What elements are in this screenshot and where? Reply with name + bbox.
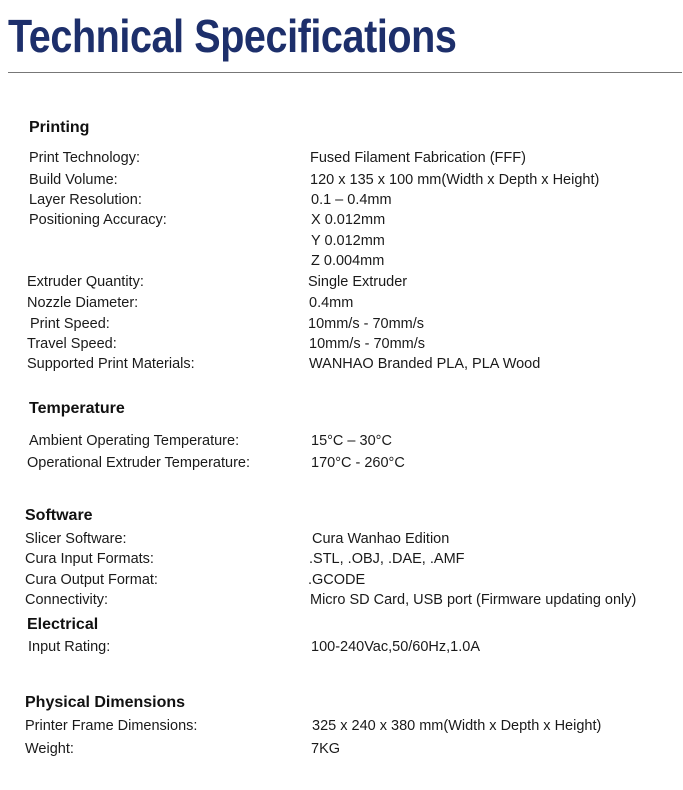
- spec-value: 100-240Vac,50/60Hz,1.0A: [311, 639, 481, 655]
- spec-value-z: Z 0.004mm: [311, 253, 385, 269]
- spec-value: 7KG: [311, 741, 341, 757]
- section-heading-physical-dimensions: Physical Dimensions: [25, 694, 186, 711]
- spec-label: Positioning Accuracy:: [29, 212, 167, 228]
- section-heading-printing: Printing: [29, 119, 90, 136]
- spec-row-output-format: [0, 570, 683, 590]
- spec-value: 10mm/s - 70mm/s: [309, 336, 426, 352]
- spec-row-print-technology: [0, 148, 683, 168]
- spec-row-travel-speed: [0, 334, 683, 354]
- spec-label: Operational Extruder Temperature:: [27, 455, 250, 471]
- spec-label: Build Volume:: [29, 172, 118, 188]
- spec-value: 0.4mm: [309, 295, 354, 311]
- spec-value-x: X 0.012mm: [311, 212, 386, 228]
- spec-label: Print Technology:: [29, 150, 140, 166]
- spec-row-slicer-software: [0, 529, 683, 549]
- spec-label: Printer Frame Dimensions:: [25, 718, 198, 734]
- spec-label: Weight:: [25, 741, 74, 757]
- spec-row-positioning-accuracy: [0, 210, 683, 230]
- section-heading-electrical: Electrical: [27, 616, 99, 633]
- spec-value: Cura Wanhao Edition: [312, 531, 450, 547]
- spec-value: WANHAO Branded PLA, PLA Wood: [309, 356, 541, 372]
- spec-label: Input Rating:: [28, 639, 111, 655]
- spec-label: Extruder Quantity:: [27, 274, 144, 290]
- spec-value: .STL, .OBJ, .DAE, .AMF: [309, 551, 465, 567]
- spec-value: .GCODE: [308, 572, 366, 588]
- spec-row-weight: [0, 739, 683, 759]
- spec-value: 120 x 135 x 100 mm(Width x Depth x Height): [310, 172, 600, 188]
- spec-label: Cura Input Formats:: [25, 551, 154, 567]
- spec-value: 15°C – 30°C: [311, 433, 392, 449]
- spec-label: Slicer Software:: [25, 531, 127, 547]
- spec-row-connectivity: [0, 590, 683, 610]
- spec-label: Supported Print Materials:: [27, 356, 195, 372]
- spec-value: 10mm/s - 70mm/s: [308, 316, 425, 332]
- spec-row-build-volume: [0, 170, 683, 190]
- spec-value: Micro SD Card, USB port (Firmware updating only): [310, 592, 637, 608]
- spec-row-ambient-temperature: [0, 431, 683, 451]
- title-divider: [8, 72, 682, 73]
- page-title: Technical Specifications: [8, 10, 457, 62]
- spec-row-frame-dimensions: [0, 716, 683, 736]
- spec-row-positioning-accuracy-z: [0, 251, 683, 271]
- spec-row-supported-materials: [0, 354, 683, 374]
- spec-label: Travel Speed:: [27, 336, 117, 352]
- spec-row-extruder-quantity: [0, 272, 683, 292]
- spec-value: Single Extruder: [308, 274, 408, 290]
- spec-row-input-formats: [0, 549, 683, 569]
- spec-value: 170°C - 260°C: [311, 455, 405, 471]
- section-heading-software: Software: [25, 507, 93, 524]
- spec-label: Nozzle Diameter:: [27, 295, 139, 311]
- section-heading-temperature: Temperature: [29, 400, 125, 417]
- spec-row-extruder-temperature: [0, 453, 683, 473]
- spec-row-input-rating: [0, 637, 683, 657]
- spec-row-layer-resolution: [0, 190, 683, 210]
- spec-label: Connectivity:: [25, 592, 109, 608]
- spec-row-print-speed: [0, 314, 683, 334]
- spec-value-y: Y 0.012mm: [311, 233, 385, 249]
- spec-value: Fused Filament Fabrication (FFF): [310, 150, 526, 166]
- spec-label: Layer Resolution:: [29, 192, 142, 208]
- spec-value: 0.1 – 0.4mm: [311, 192, 392, 208]
- spec-row-positioning-accuracy-y: [0, 231, 683, 251]
- spec-label: Ambient Operating Temperature:: [29, 433, 240, 449]
- spec-label: Cura Output Format:: [25, 572, 158, 588]
- spec-label: Print Speed:: [30, 316, 110, 332]
- spec-row-nozzle-diameter: [0, 293, 683, 313]
- spec-value: 325 x 240 x 380 mm(Width x Depth x Height): [312, 718, 602, 734]
